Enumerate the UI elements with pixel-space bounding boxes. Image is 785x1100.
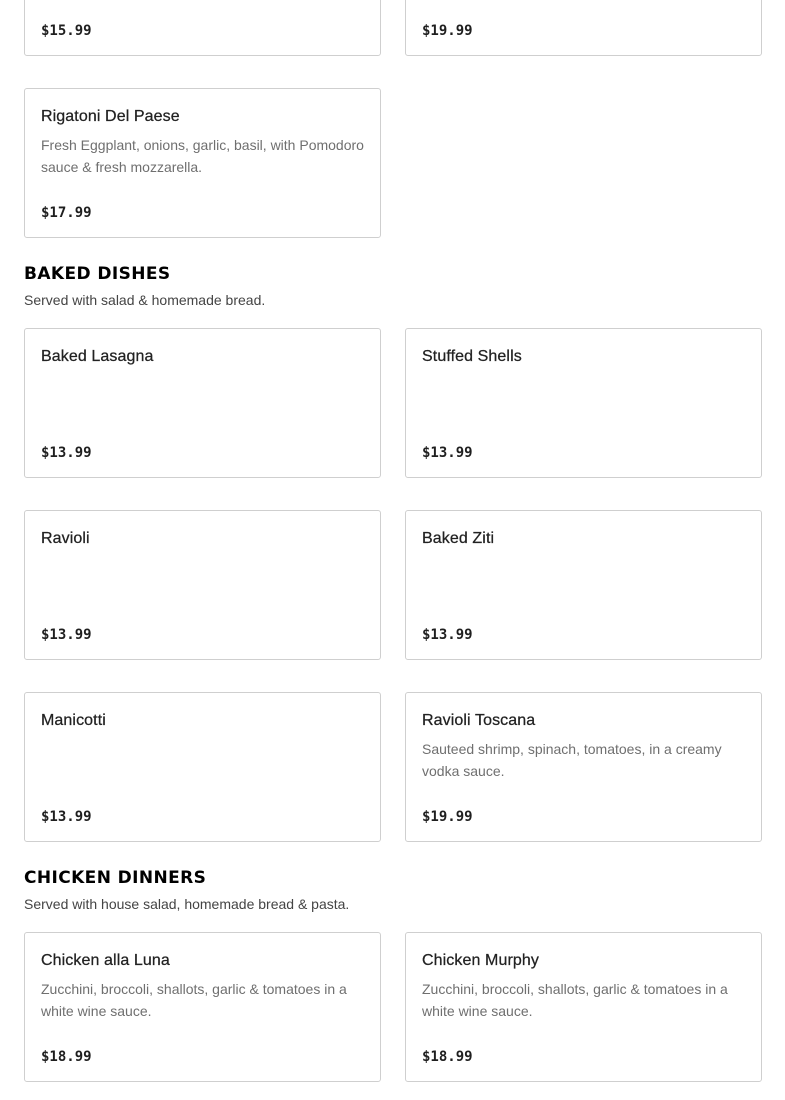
section-subtitle-chicken-dinners: Served with house salad, homemade bread & pasta.	[24, 896, 350, 912]
menu-item-card-chicken-alla-luna[interactable]	[24, 932, 381, 1082]
menu-item-name: Ravioli Toscana	[422, 712, 536, 729]
menu-item-name: Chicken alla Luna	[41, 952, 170, 969]
menu-item-name: Baked Ziti	[422, 530, 495, 547]
menu-item-card[interactable]	[24, 0, 381, 56]
menu-item-card-ravioli-toscana[interactable]	[405, 692, 762, 842]
menu-item-price: $13.99	[41, 809, 92, 825]
section-subtitle-baked-dishes: Served with salad & homemade bread.	[24, 292, 266, 308]
menu-item-card-stuffed-shells[interactable]	[405, 328, 762, 478]
menu-item-name: Baked Lasagna	[41, 348, 154, 365]
menu-item-price: $13.99	[41, 627, 92, 643]
menu-item-name: Ravioli	[41, 530, 90, 547]
menu-item-card-baked-lasagna[interactable]	[24, 328, 381, 478]
menu-item-name: Manicotti	[41, 712, 106, 729]
menu-item-price: $13.99	[422, 627, 473, 643]
menu-item-price: $19.99	[422, 809, 473, 825]
menu-item-price: $15.99	[41, 23, 92, 39]
menu-item-name: Chicken Murphy	[422, 952, 540, 969]
menu-item-price: $13.99	[422, 445, 473, 461]
menu-item-card-manicotti[interactable]	[24, 692, 381, 842]
menu-item-price: $17.99	[41, 205, 92, 221]
menu-item-name: Rigatoni Del Paese	[41, 108, 180, 125]
menu-item-price: $18.99	[41, 1049, 92, 1065]
menu-item-description: Zucchini, broccoli, shallots, garlic & tomatoes in a white wine sauce.	[422, 981, 728, 1019]
section-title-baked-dishes: BAKED DISHES	[24, 264, 171, 284]
menu-item-card[interactable]	[405, 0, 762, 56]
menu-item-card-rigatoni-del-paese[interactable]	[24, 88, 381, 238]
menu-item-card-chicken-murphy[interactable]	[405, 932, 762, 1082]
menu-item-price: $18.99	[422, 1049, 473, 1065]
menu-item-description: Sauteed shrimp, spinach, tomatoes, in a creamy vodka sauce.	[422, 741, 722, 779]
menu-item-price: $19.99	[422, 23, 473, 39]
menu-item-description: Zucchini, broccoli, shallots, garlic & tomatoes in a white wine sauce.	[41, 981, 347, 1019]
menu-item-price: $13.99	[41, 445, 92, 461]
menu-item-description: Fresh Eggplant, onions, garlic, basil, with Pomodoro sauce & fresh mozzarella.	[41, 137, 364, 175]
menu-item-card-ravioli[interactable]	[24, 510, 381, 660]
menu-item-name: Stuffed Shells	[422, 348, 522, 365]
section-title-chicken-dinners: CHICKEN DINNERS	[24, 868, 207, 888]
menu-item-card-baked-ziti[interactable]	[405, 510, 762, 660]
